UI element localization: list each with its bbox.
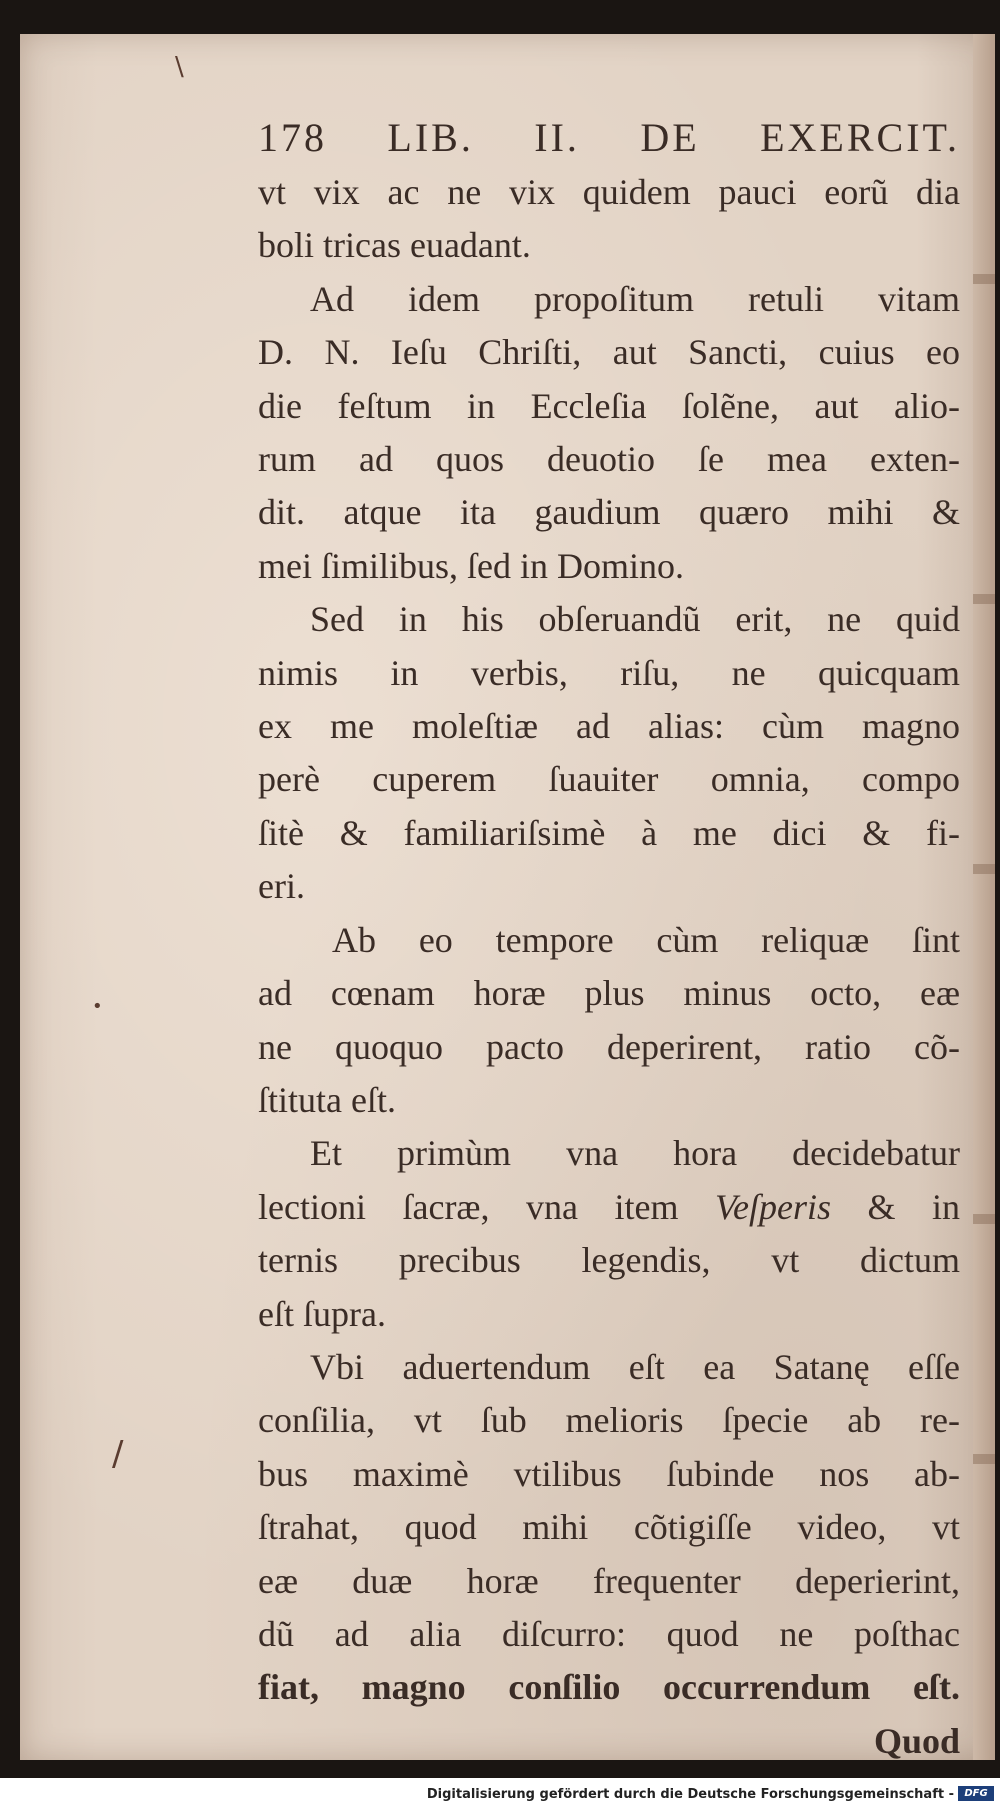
text-line: fiat, magno conſilio occurrendum eſt. [258, 1667, 960, 1708]
edge-mark [973, 864, 995, 874]
text-line [258, 1181, 960, 1234]
running-header: 178 LIB. II. DE EXERCIT. [258, 115, 960, 160]
text-line: ex me moleſtiæ ad alias: cùm magno [258, 706, 960, 747]
text-line: Vbi aduertendum eſt ea Satanę eſſe [310, 1346, 960, 1387]
ink-mark: \ [175, 52, 184, 82]
text-line: Et primùm vna hora decidebatur [310, 1133, 960, 1174]
text-line: ternis precibus legendis, vt dictum [258, 1240, 960, 1281]
text-fragment: & in [867, 1186, 961, 1227]
ink-stroke: / [112, 1434, 124, 1474]
footer-bar [0, 1778, 1000, 1808]
edge-mark [973, 594, 995, 604]
text-line: eæ duæ horæ frequenter deperierint, [258, 1560, 960, 1601]
text-line: Ab eo tempore cùm reliquæ ſint [332, 919, 960, 960]
text-line: eſt ſupra. [258, 1293, 386, 1334]
edge-mark [973, 274, 995, 284]
text-line: ne quoquo pacto deperirent, ratio cõ- [258, 1026, 960, 1067]
text-line: ſtrahat, quod mihi cõtigiſſe video, vt [258, 1507, 960, 1548]
text-line: dit. atque ita gaudium quæro mihi & [258, 492, 960, 533]
funding-credit: Digitalisierung gefördert durch die Deutsche Forschungsgemeinschaft - [426, 1787, 954, 1802]
text-line: eri. [258, 866, 305, 907]
text-line: D. N. Ieſu Chriſti, aut Sancti, cuius eo [258, 332, 960, 373]
text-fragment: lectioni ſacræ, vna item [258, 1186, 679, 1227]
text-line: perè cuperem ſuauiter omnia, compo [258, 759, 960, 800]
text-line: mei ſimilibus, ſed in Domino. [258, 545, 684, 586]
text-line: dũ ad alia diſcurro: quod ne poſthac [258, 1613, 960, 1654]
edge-mark [973, 1214, 995, 1224]
text-line: ſtituta eſt. [258, 1079, 396, 1120]
text-line: vt vix ac ne vix quidem pauci eorũ dia [258, 172, 960, 212]
text-line: ſitè & familiariſsimè à me dici & fi- [258, 812, 960, 853]
text-line: nimis in verbis, riſu, ne quicquam [258, 652, 960, 693]
dfg-logo: DFG [958, 1786, 994, 1801]
text-line: Ad idem propoſitum retuli vitam [310, 278, 960, 319]
text-line: ad cœnam horæ plus minus octo, eæ [258, 973, 960, 1014]
italic-word: Veſperis [714, 1186, 831, 1227]
text-block [258, 110, 960, 1768]
ink-dot: • [92, 996, 103, 1017]
text-line: Sed in his obſeruandũ erit, ne quid [310, 599, 960, 640]
text-line: rum ad quos deuotio ſe mea exten- [258, 439, 960, 480]
text-line: boli tricas euadant. [258, 225, 531, 266]
catchword: Quod [873, 1720, 960, 1761]
text-line: bus maximè vtilibus ſubinde nos ab- [258, 1453, 960, 1494]
edge-mark [973, 1454, 995, 1464]
text-line: conſilia, vt ſub melioris ſpecie ab re- [258, 1400, 960, 1441]
text-line: die feſtum in Eccleſia ſolẽne, aut alio- [258, 385, 960, 426]
page-edge [973, 34, 995, 1760]
